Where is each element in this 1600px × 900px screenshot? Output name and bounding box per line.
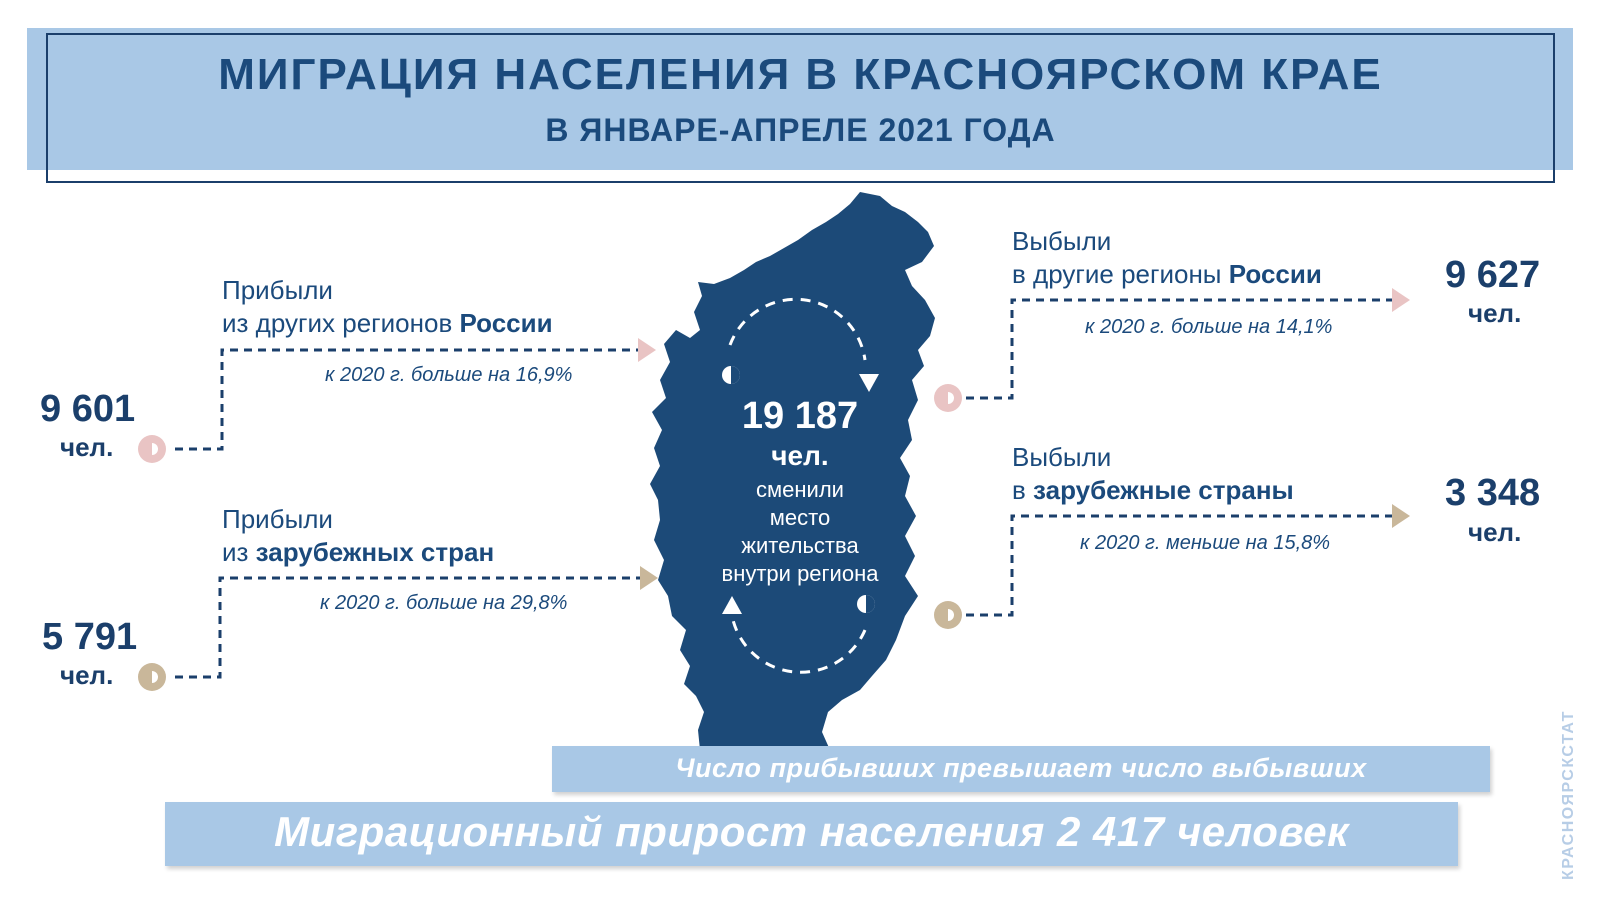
left-russia-line2: в другие регионы России bbox=[1012, 259, 1322, 289]
net-migration-text: Миграционный прирост населения 2 417 человек bbox=[274, 808, 1349, 855]
left-russia-line1: Выбыли bbox=[1012, 226, 1112, 256]
source-label: КРАСНОЯРСКСТАТ bbox=[1560, 710, 1577, 880]
arrived-russia-change: к 2020 г. больше на 16,9% bbox=[325, 364, 573, 386]
arrived-foreign-value: 5 791 bbox=[42, 616, 138, 658]
left-foreign-line2: в зарубежные страны bbox=[1012, 475, 1294, 505]
arrived-foreign-unit: чел. bbox=[60, 660, 114, 690]
description-line-4: внутри региона bbox=[721, 561, 879, 586]
arrived-russia-unit: чел. bbox=[60, 432, 114, 462]
left-russia-value: 9 627 bbox=[1445, 254, 1541, 296]
arrived-russia-value: 9 601 bbox=[40, 388, 136, 430]
arrived-foreign-line2: из зарубежных стран bbox=[222, 537, 495, 567]
left-foreign-change: к 2020 г. меньше на 15,8% bbox=[1080, 532, 1331, 554]
comparison-text: Число прибывших превышает число выбывших bbox=[675, 753, 1367, 783]
internal-migration-value: 19 187 bbox=[741, 395, 859, 437]
left-russia-label bbox=[1012, 225, 1322, 291]
arrived-foreign-line1: Прибыли bbox=[222, 504, 333, 534]
left-foreign-label bbox=[1012, 441, 1294, 507]
arrived-foreign-label bbox=[222, 503, 494, 569]
left-foreign-unit: чел. bbox=[1468, 517, 1522, 547]
arrived-russia-line2: из других регионов России bbox=[222, 308, 553, 338]
arrived-russia-line1: Прибыли bbox=[222, 275, 333, 305]
arrived-russia-label bbox=[222, 274, 553, 340]
arrived-foreign-change: к 2020 г. больше на 29,8% bbox=[320, 592, 568, 614]
internal-migration-unit: чел. bbox=[771, 440, 829, 471]
page-subtitle: В ЯНВАРЕ-АПРЕЛЕ 2021 ГОДА bbox=[545, 112, 1056, 148]
description-line-1: сменили bbox=[756, 477, 844, 502]
left-russia-unit: чел. bbox=[1468, 298, 1522, 328]
description-line-2: место bbox=[769, 505, 831, 530]
description-line-3: жительства bbox=[741, 533, 859, 558]
page-title: МИГРАЦИЯ НАСЕЛЕНИЯ В КРАСНОЯРСКОМ КРАЕ bbox=[218, 50, 1383, 99]
left-foreign-line1: Выбыли bbox=[1012, 442, 1112, 472]
internal-migration-description bbox=[690, 476, 910, 588]
left-foreign-value: 3 348 bbox=[1445, 472, 1541, 514]
left-russia-change: к 2020 г. больше на 14,1% bbox=[1085, 316, 1333, 338]
